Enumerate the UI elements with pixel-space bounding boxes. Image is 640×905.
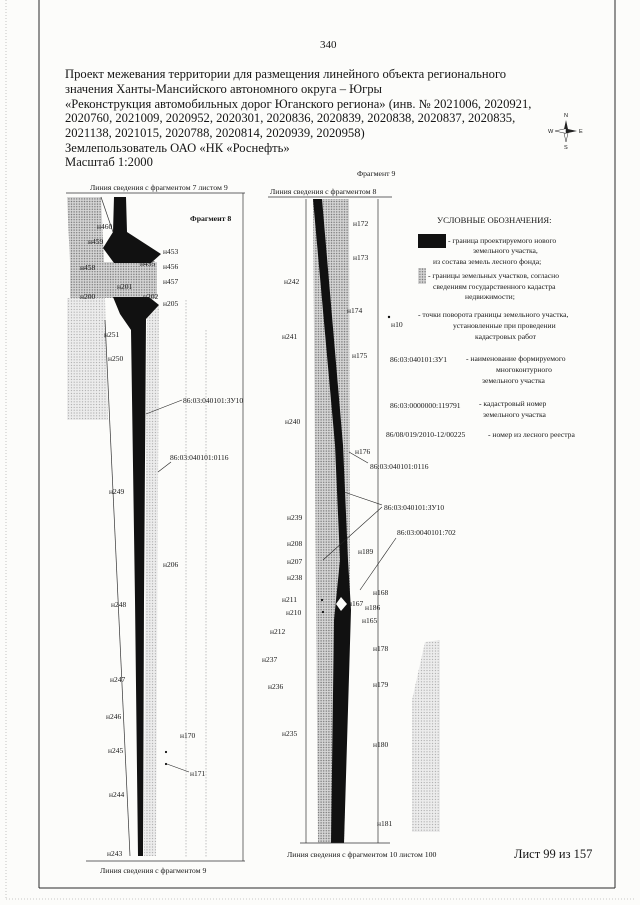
turning-point-label: н174 [347,306,363,315]
turning-point-label: н200 [80,292,96,301]
turning-point-label: н167 [348,599,364,608]
cadastral-parcel-area [412,640,440,832]
legend [386,215,575,439]
cadastral-parcel-area [67,298,108,420]
sheet-counter: Лист 99 из 157 [514,847,593,861]
turning-point-label: н458 [80,263,96,272]
legend-text: земельного участка, [473,246,538,255]
cadastral-parcel-area [144,306,159,856]
turning-point-label: н211 [282,595,297,604]
turning-point-label: н457 [163,277,179,286]
turning-point-label: н186 [365,603,381,612]
title-line: Проект межевания территории для размещения линейного объекта регионального [65,67,507,81]
title-line: значения Ханты-Мансийского автономного округа – Югры [65,82,383,96]
legend-text: установленные при проведении [453,321,556,330]
turning-point-label: н172 [353,219,369,228]
title-line: 2021138, 2021015, 2020788, 2020814, 2020939, 2020958) [65,126,365,140]
turning-point-label: н171 [190,769,206,778]
turning-point-label: н207 [287,557,303,566]
legend-text: из состава земель лесного фонда; [433,257,542,266]
cadastral-number-label: 86:03:040101:0116 [370,462,429,471]
legend-text: - граница проектируемого нового [448,236,557,245]
turning-point-label: н176 [355,447,371,456]
legend-key: 86/08/019/2010-12/00225 [386,430,466,439]
legend-text: - границы земельных участков, согласно [428,271,560,280]
legend-text: недвижимости; [465,292,515,301]
turning-point-label: н453 [163,247,179,256]
turning-point-label: н180 [373,740,389,749]
legend-swatch-new-boundary [418,234,446,248]
land-user: Землепользователь ОАО «НК «Роснефть» [65,141,290,155]
turning-point-marker [322,611,324,613]
compass-n: N [564,113,569,119]
legend-text: многоконтурного [496,365,552,374]
title-line: «Реконструкция автомобильных дорог Юганского региона» (инв. № 2021006, 2020921, [65,97,532,111]
fragment-title: Фрагмент 9 [357,169,396,178]
turning-point-label: н189 [358,547,374,556]
turning-point-label: н212 [270,627,286,636]
legend-key: 86:03:0000000:119791 [390,401,461,410]
turning-point-label: н456 [163,262,179,271]
turning-point-marker [321,599,323,601]
turning-point-label: н455 [140,259,156,268]
turning-point-label: н205 [163,299,179,308]
legend-text: - наименование формируемого [466,354,566,363]
turning-point-label: н239 [287,513,303,522]
compass-rose-icon [548,113,583,151]
turning-point-label: н242 [284,277,300,286]
turning-point-label: н206 [163,560,179,569]
cadastral-number-label: 86:03:040101:ЗУ10 [183,396,244,405]
legend-swatch-cadastral-parcels [418,268,426,284]
sheet-join-line-label: Линия сведения с фрагментом 9 [100,866,207,875]
turning-point-label: н181 [377,819,393,828]
turning-point-label: н237 [262,655,278,664]
turning-point-label: н236 [268,682,284,691]
sheet-join-line-label: Линия сведения с фрагментом 7 листом 9 [90,183,228,192]
legend-text: - номер из лесного реестра [488,430,575,439]
legend-key: 86:03:040101:ЗУ1 [390,355,448,364]
page-number: 340 [320,39,337,51]
turning-point-label: н249 [109,487,125,496]
legend-text: кадастровых работ [475,332,536,341]
compass-e: E [579,129,583,135]
legend-text: земельного участка [482,376,545,385]
turning-point-label: н243 [107,849,123,858]
legend-key: н10 [391,320,403,329]
title-line: 2020760, 2021009, 2020952, 2020301, 2020836, 2020839, 2020838, 2020837, 2020835, [65,111,516,125]
turning-point-label: н170 [180,731,196,740]
turning-point-label: н459 [88,237,104,246]
turning-point-label: н173 [353,253,369,262]
legend-text: сведениям государственного кадастра [433,282,556,291]
turning-point-label: н168 [373,588,389,597]
leader-line [158,462,171,472]
turning-point-label: н244 [109,790,125,799]
legend-text: земельного участка [483,410,546,419]
turning-point-label: н247 [110,675,126,684]
turning-point-label: н175 [352,351,368,360]
map-fragment-9 [262,169,456,859]
turning-point-label: н241 [282,332,298,341]
legend-text: - точки поворота границы земельного участка, [418,310,569,319]
turning-point-label: н165 [362,616,378,625]
sheet-join-line-label: Линия сведения с фрагментом 10 листом 100 [287,850,437,859]
cadastral-number-label: 86:03:0040101:702 [397,528,456,537]
legend-title: УСЛОВНЫЕ ОБОЗНАЧЕНИЯ: [437,215,552,225]
turning-point-label: н248 [111,600,127,609]
turning-point-label: н178 [373,644,389,653]
legend-point-marker [388,316,390,318]
turning-point-label: н246 [106,712,122,721]
turning-point-label: н245 [108,746,124,755]
turning-point-label: н201 [117,282,133,291]
turning-point-label: н251 [104,330,120,339]
map-fragment-8 [66,183,245,875]
turning-point-label: н235 [282,729,298,738]
turning-point-label: н238 [287,573,303,582]
turning-point-marker [165,763,167,765]
turning-point-label: н208 [287,539,303,548]
parcel-boundary-line [105,320,130,856]
fragment-title: Фрагмент 8 [190,214,232,223]
turning-point-label: н179 [373,680,389,689]
compass-w: W [548,129,554,135]
document-title [65,67,531,140]
cadastral-number-label: 86:03:040101:ЗУ10 [384,503,445,512]
turning-point-label: н240 [285,417,301,426]
sheet-join-line-label: Линия сведения с фрагментом 8 [270,187,377,196]
map-scale: Масштаб 1:2000 [65,155,153,169]
turning-point-marker [165,751,167,753]
compass-s: S [564,145,568,151]
legend-text: - кадастровый номер [479,399,547,408]
turning-point-label: н460 [97,222,113,231]
turning-point-label: н210 [286,608,302,617]
turning-point-label: н202 [143,292,159,301]
cadastral-number-label: 86:03:040101:0116 [170,453,229,462]
turning-point-label: н250 [108,354,124,363]
